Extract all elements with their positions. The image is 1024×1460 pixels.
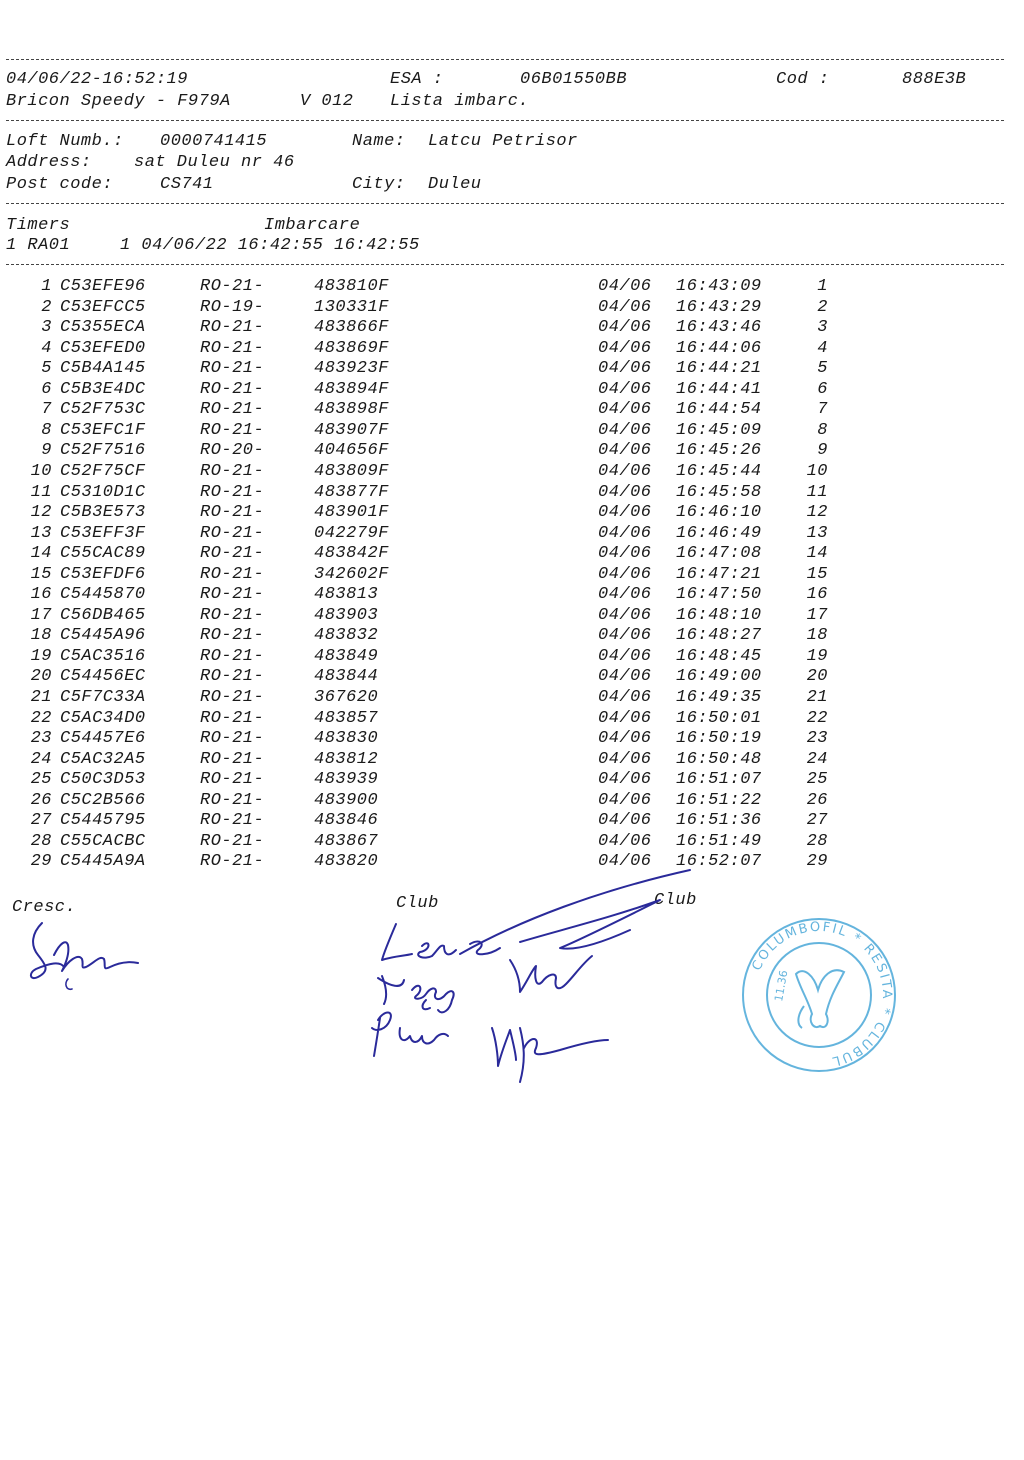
arrival-time: 16:45:58 bbox=[676, 482, 762, 502]
sequence-number: 24 bbox=[806, 749, 828, 769]
chip-id: C5B4A145 bbox=[60, 359, 146, 379]
chip-id: C56DB465 bbox=[60, 605, 146, 625]
row-number: 23 bbox=[30, 729, 52, 749]
club-label-2: Club bbox=[654, 891, 697, 910]
ring-prefix: RO-21- bbox=[200, 318, 265, 338]
arrival-time: 16:48:45 bbox=[676, 646, 762, 666]
table-row bbox=[0, 524, 1024, 544]
row-number: 2 bbox=[41, 297, 52, 317]
ring-number: 342602F bbox=[314, 564, 389, 584]
ring-number: 483903 bbox=[314, 605, 379, 625]
ring-prefix: RO-21- bbox=[200, 420, 265, 440]
stamp-text: COLUMBOFIL * RESITA * CLUBUL bbox=[749, 919, 895, 1069]
arrival-date: 04/06 bbox=[598, 318, 652, 338]
ring-number: 483820 bbox=[314, 852, 379, 872]
cresc-label: Cresc. bbox=[12, 898, 77, 917]
arrival-date: 04/06 bbox=[598, 400, 652, 420]
sequence-number: 18 bbox=[806, 626, 828, 646]
ring-prefix: RO-21- bbox=[200, 585, 265, 605]
arrival-date: 04/06 bbox=[598, 441, 652, 461]
ring-prefix: RO-21- bbox=[200, 708, 265, 728]
row-number: 9 bbox=[41, 441, 52, 461]
arrival-time: 16:43:46 bbox=[676, 318, 762, 338]
arrival-date: 04/06 bbox=[598, 790, 652, 810]
ring-prefix: RO-21- bbox=[200, 359, 265, 379]
row-number: 4 bbox=[41, 338, 52, 358]
table-row bbox=[0, 441, 1024, 461]
table-row bbox=[0, 339, 1024, 359]
arrival-time: 16:51:36 bbox=[676, 811, 762, 831]
sequence-number: 10 bbox=[806, 461, 828, 481]
table-row bbox=[0, 483, 1024, 503]
arrival-time: 16:43:29 bbox=[676, 297, 762, 317]
sequence-number: 28 bbox=[806, 831, 828, 851]
table-row bbox=[0, 421, 1024, 441]
chip-id: C50C3D53 bbox=[60, 770, 146, 790]
chip-id: C5B3E573 bbox=[60, 503, 146, 523]
sequence-number: 2 bbox=[817, 297, 828, 317]
chip-id: C5B3E4DC bbox=[60, 379, 146, 399]
arrival-date: 04/06 bbox=[598, 564, 652, 584]
arrival-date: 04/06 bbox=[598, 852, 652, 872]
address-label: Address: bbox=[6, 153, 92, 172]
ring-number: 483844 bbox=[314, 667, 379, 687]
arrival-date: 04/06 bbox=[598, 729, 652, 749]
arrival-time: 16:46:10 bbox=[676, 503, 762, 523]
table-row bbox=[0, 606, 1024, 626]
ring-number: 483846 bbox=[314, 811, 379, 831]
ring-prefix: RO-21- bbox=[200, 646, 265, 666]
arrival-time: 16:48:27 bbox=[676, 626, 762, 646]
name-label: Name: bbox=[352, 132, 406, 151]
row-number: 26 bbox=[30, 790, 52, 810]
arrival-date: 04/06 bbox=[598, 503, 652, 523]
arrival-time: 16:49:00 bbox=[676, 667, 762, 687]
chip-id: C5355ECA bbox=[60, 318, 146, 338]
chip-id: C5445870 bbox=[60, 585, 146, 605]
chip-id: C52F753C bbox=[60, 400, 146, 420]
ring-prefix: RO-21- bbox=[200, 400, 265, 420]
imbarcare-label: Imbarcare bbox=[264, 216, 361, 235]
sequence-number: 3 bbox=[817, 318, 828, 338]
esa-value: 06B01550BB bbox=[520, 70, 628, 89]
device-name: Bricon Speedy - F979A bbox=[6, 92, 231, 111]
row-number: 6 bbox=[41, 379, 52, 399]
sequence-number: 21 bbox=[806, 688, 828, 707]
ring-number: 483869F bbox=[314, 338, 389, 358]
arrival-time: 16:47:50 bbox=[676, 585, 762, 605]
arrival-time: 16:44:06 bbox=[676, 338, 762, 358]
ring-prefix: RO-21- bbox=[200, 667, 265, 687]
sequence-number: 15 bbox=[806, 564, 828, 584]
arrival-date: 04/06 bbox=[598, 420, 652, 440]
row-number: 5 bbox=[41, 359, 52, 379]
row-number: 22 bbox=[30, 708, 52, 728]
ring-number: 483813 bbox=[314, 585, 379, 605]
ring-number: 367620 bbox=[314, 688, 379, 707]
ring-prefix: RO-21- bbox=[200, 482, 265, 502]
address-value: sat Duleu nr 46 bbox=[134, 153, 295, 172]
row-number: 27 bbox=[30, 811, 52, 831]
ring-number: 483842F bbox=[314, 544, 389, 564]
ring-prefix: RO-21- bbox=[200, 626, 265, 646]
sequence-number: 29 bbox=[806, 852, 828, 872]
arrival-time: 16:44:21 bbox=[676, 359, 762, 379]
ring-prefix: RO-19- bbox=[200, 297, 265, 317]
arrival-time: 16:51:49 bbox=[676, 831, 762, 851]
chip-id: C53EFED0 bbox=[60, 338, 146, 358]
sequence-number: 13 bbox=[806, 523, 828, 543]
table-row bbox=[0, 359, 1024, 379]
row-number: 11 bbox=[30, 482, 52, 502]
ring-prefix: RO-21- bbox=[200, 811, 265, 831]
chip-id: C5445A96 bbox=[60, 626, 146, 646]
sequence-number: 6 bbox=[817, 379, 828, 399]
arrival-date: 04/06 bbox=[598, 277, 652, 296]
postcode-label: Post code: bbox=[6, 175, 114, 194]
sequence-number: 4 bbox=[817, 338, 828, 358]
sequence-number: 8 bbox=[817, 420, 828, 440]
esa-label: ESA : bbox=[390, 70, 444, 89]
ring-prefix: RO-21- bbox=[200, 790, 265, 810]
ring-number: 483832 bbox=[314, 626, 379, 646]
row-number: 10 bbox=[30, 461, 52, 481]
postcode-value: CS741 bbox=[160, 175, 214, 194]
table-row bbox=[0, 318, 1024, 338]
sequence-number: 5 bbox=[817, 359, 828, 379]
ring-prefix: RO-21- bbox=[200, 831, 265, 851]
print-datetime: 04/06/22-16:52:19 bbox=[6, 70, 188, 89]
separator-loft bbox=[6, 203, 1004, 204]
device-version: V 012 bbox=[300, 92, 354, 111]
arrival-time: 16:49:35 bbox=[676, 688, 762, 707]
cod-label: Cod : bbox=[776, 70, 830, 89]
row-number: 14 bbox=[30, 544, 52, 564]
separator-header bbox=[6, 120, 1004, 121]
arrival-time: 16:44:41 bbox=[676, 379, 762, 399]
club-label-1: Club bbox=[396, 894, 439, 913]
ring-number: 483907F bbox=[314, 420, 389, 440]
arrival-date: 04/06 bbox=[598, 359, 652, 379]
arrival-date: 04/06 bbox=[598, 605, 652, 625]
chip-id: C52F7516 bbox=[60, 441, 146, 461]
arrival-time: 16:52:07 bbox=[676, 852, 762, 872]
ring-number: 042279F bbox=[314, 523, 389, 543]
row-number: 24 bbox=[30, 749, 52, 769]
club-stamp bbox=[734, 910, 904, 1080]
arrival-date: 04/06 bbox=[598, 688, 652, 707]
table-row bbox=[0, 585, 1024, 605]
row-number: 13 bbox=[30, 523, 52, 543]
sequence-number: 26 bbox=[806, 790, 828, 810]
table-row bbox=[0, 503, 1024, 523]
table-row bbox=[0, 709, 1024, 729]
table-row bbox=[0, 380, 1024, 400]
ring-prefix: RO-21- bbox=[200, 544, 265, 564]
arrival-date: 04/06 bbox=[598, 646, 652, 666]
chip-id: C5AC32A5 bbox=[60, 749, 146, 769]
row-number: 28 bbox=[30, 831, 52, 851]
table-row bbox=[0, 647, 1024, 667]
arrival-time: 16:47:21 bbox=[676, 564, 762, 584]
table-row bbox=[0, 667, 1024, 687]
ring-number: 483894F bbox=[314, 379, 389, 399]
sequence-number: 23 bbox=[806, 729, 828, 749]
ring-number: 483866F bbox=[314, 318, 389, 338]
ring-number: 483809F bbox=[314, 461, 389, 481]
name-value: Latcu Petrisor bbox=[428, 132, 578, 151]
sequence-number: 1 bbox=[817, 277, 828, 296]
ring-number: 483830 bbox=[314, 729, 379, 749]
cod-value: 888E3B bbox=[902, 70, 967, 89]
table-row bbox=[0, 729, 1024, 749]
ring-number: 483849 bbox=[314, 646, 379, 666]
sequence-number: 11 bbox=[806, 482, 828, 502]
table-row bbox=[0, 400, 1024, 420]
ring-number: 483939 bbox=[314, 770, 379, 790]
arrival-time: 16:51:22 bbox=[676, 790, 762, 810]
chip-id: C55CACBC bbox=[60, 831, 146, 851]
arrival-date: 04/06 bbox=[598, 544, 652, 564]
arrival-date: 04/06 bbox=[598, 770, 652, 790]
row-number: 1 bbox=[41, 277, 52, 296]
timers-label: Timers bbox=[6, 216, 71, 235]
row-number: 18 bbox=[30, 626, 52, 646]
ring-number: 483900 bbox=[314, 790, 379, 810]
sequence-number: 27 bbox=[806, 811, 828, 831]
separator-timers bbox=[6, 264, 1004, 265]
sequence-number: 16 bbox=[806, 585, 828, 605]
sequence-number: 12 bbox=[806, 503, 828, 523]
table-row bbox=[0, 277, 1024, 297]
ring-prefix: RO-21- bbox=[200, 379, 265, 399]
table-row bbox=[0, 565, 1024, 585]
sequence-number: 19 bbox=[806, 646, 828, 666]
table-row bbox=[0, 770, 1024, 790]
arrival-time: 16:51:07 bbox=[676, 770, 762, 790]
row-number: 3 bbox=[41, 318, 52, 338]
city-label: City: bbox=[352, 175, 406, 194]
arrival-date: 04/06 bbox=[598, 626, 652, 646]
chip-id: C5AC34D0 bbox=[60, 708, 146, 728]
ring-number: 483901F bbox=[314, 503, 389, 523]
row-number: 21 bbox=[30, 688, 52, 707]
chip-id: C5C2B566 bbox=[60, 790, 146, 810]
ring-prefix: RO-21- bbox=[200, 564, 265, 584]
ring-prefix: RO-21- bbox=[200, 770, 265, 790]
ring-prefix: RO-20- bbox=[200, 441, 265, 461]
sequence-number: 14 bbox=[806, 544, 828, 564]
chip-id: C55CAC89 bbox=[60, 544, 146, 564]
chip-id: C5F7C33A bbox=[60, 688, 146, 707]
city-value: Duleu bbox=[428, 175, 482, 194]
table-row bbox=[0, 688, 1024, 708]
loft-number-label: Loft Numb.: bbox=[6, 132, 124, 151]
arrival-time: 16:50:01 bbox=[676, 708, 762, 728]
row-number: 20 bbox=[30, 667, 52, 687]
arrival-time: 16:45:44 bbox=[676, 461, 762, 481]
ring-number: 483867 bbox=[314, 831, 379, 851]
ring-prefix: RO-21- bbox=[200, 461, 265, 481]
sequence-number: 9 bbox=[817, 441, 828, 461]
row-number: 15 bbox=[30, 564, 52, 584]
row-number: 7 bbox=[41, 400, 52, 420]
chip-id: C5445A9A bbox=[60, 852, 146, 872]
row-number: 19 bbox=[30, 646, 52, 666]
row-number: 17 bbox=[30, 605, 52, 625]
stamp-year: 11.36 bbox=[772, 969, 791, 1003]
arrival-date: 04/06 bbox=[598, 667, 652, 687]
table-row bbox=[0, 750, 1024, 770]
loft-number-value: 0000741415 bbox=[160, 132, 268, 151]
arrival-date: 04/06 bbox=[598, 831, 652, 851]
table-row bbox=[0, 811, 1024, 831]
ring-prefix: RO-21- bbox=[200, 852, 265, 872]
row-number: 25 bbox=[30, 770, 52, 790]
arrival-date: 04/06 bbox=[598, 585, 652, 605]
table-row bbox=[0, 791, 1024, 811]
table-row bbox=[0, 626, 1024, 646]
ring-prefix: RO-21- bbox=[200, 605, 265, 625]
row-number: 16 bbox=[30, 585, 52, 605]
arrival-time: 16:50:48 bbox=[676, 749, 762, 769]
ring-prefix: RO-21- bbox=[200, 729, 265, 749]
breeder-signature bbox=[20, 915, 150, 995]
chip-id: C53EFF3F bbox=[60, 523, 146, 543]
sequence-number: 7 bbox=[817, 400, 828, 420]
table-row bbox=[0, 298, 1024, 318]
sequence-number: 22 bbox=[806, 708, 828, 728]
arrival-time: 16:45:26 bbox=[676, 441, 762, 461]
arrival-date: 04/06 bbox=[598, 461, 652, 481]
chip-id: C52F75CF bbox=[60, 461, 146, 481]
separator-top bbox=[6, 59, 1004, 60]
chip-id: C54456EC bbox=[60, 667, 146, 687]
arrival-time: 16:43:09 bbox=[676, 277, 762, 296]
ring-prefix: RO-21- bbox=[200, 523, 265, 543]
ring-number: 483812 bbox=[314, 749, 379, 769]
table-row bbox=[0, 832, 1024, 852]
timer-id: 1 RA01 bbox=[6, 236, 71, 255]
ring-number: 483857 bbox=[314, 708, 379, 728]
ring-number: 130331F bbox=[314, 297, 389, 317]
row-number: 12 bbox=[30, 503, 52, 523]
arrival-time: 16:46:49 bbox=[676, 523, 762, 543]
ring-prefix: RO-21- bbox=[200, 338, 265, 358]
row-number: 29 bbox=[30, 852, 52, 872]
ring-prefix: RO-21- bbox=[200, 277, 265, 296]
arrival-date: 04/06 bbox=[598, 811, 652, 831]
arrival-date: 04/06 bbox=[598, 338, 652, 358]
arrival-date: 04/06 bbox=[598, 708, 652, 728]
timer-entry: 1 04/06/22 16:42:55 16:42:55 bbox=[120, 236, 420, 255]
arrival-date: 04/06 bbox=[598, 379, 652, 399]
sequence-number: 17 bbox=[806, 605, 828, 625]
table-row bbox=[0, 462, 1024, 482]
row-number: 8 bbox=[41, 420, 52, 440]
arrival-date: 04/06 bbox=[598, 523, 652, 543]
chip-id: C5AC3516 bbox=[60, 646, 146, 666]
ring-prefix: RO-21- bbox=[200, 749, 265, 769]
arrival-date: 04/06 bbox=[598, 749, 652, 769]
ring-number: 483810F bbox=[314, 277, 389, 296]
table-row bbox=[0, 544, 1024, 564]
arrival-time: 16:44:54 bbox=[676, 400, 762, 420]
arrival-date: 04/06 bbox=[598, 482, 652, 502]
ring-number: 483877F bbox=[314, 482, 389, 502]
arrival-time: 16:47:08 bbox=[676, 544, 762, 564]
ring-number: 404656F bbox=[314, 441, 389, 461]
chip-id: C53EFC1F bbox=[60, 420, 146, 440]
ring-number: 483923F bbox=[314, 359, 389, 379]
arrival-date: 04/06 bbox=[598, 297, 652, 317]
chip-id: C53EFCC5 bbox=[60, 297, 146, 317]
sequence-number: 20 bbox=[806, 667, 828, 687]
chip-id: C5445795 bbox=[60, 811, 146, 831]
chip-id: C54457E6 bbox=[60, 729, 146, 749]
chip-id: C5310D1C bbox=[60, 482, 146, 502]
chip-id: C53EFDF6 bbox=[60, 564, 146, 584]
list-title: Lista imbarc. bbox=[390, 92, 530, 111]
ring-prefix: RO-21- bbox=[200, 688, 265, 707]
chip-id: C53EFE96 bbox=[60, 277, 146, 296]
arrival-time: 16:50:19 bbox=[676, 729, 762, 749]
sequence-number: 25 bbox=[806, 770, 828, 790]
ring-prefix: RO-21- bbox=[200, 503, 265, 523]
ring-number: 483898F bbox=[314, 400, 389, 420]
arrival-time: 16:45:09 bbox=[676, 420, 762, 440]
arrival-time: 16:48:10 bbox=[676, 605, 762, 625]
